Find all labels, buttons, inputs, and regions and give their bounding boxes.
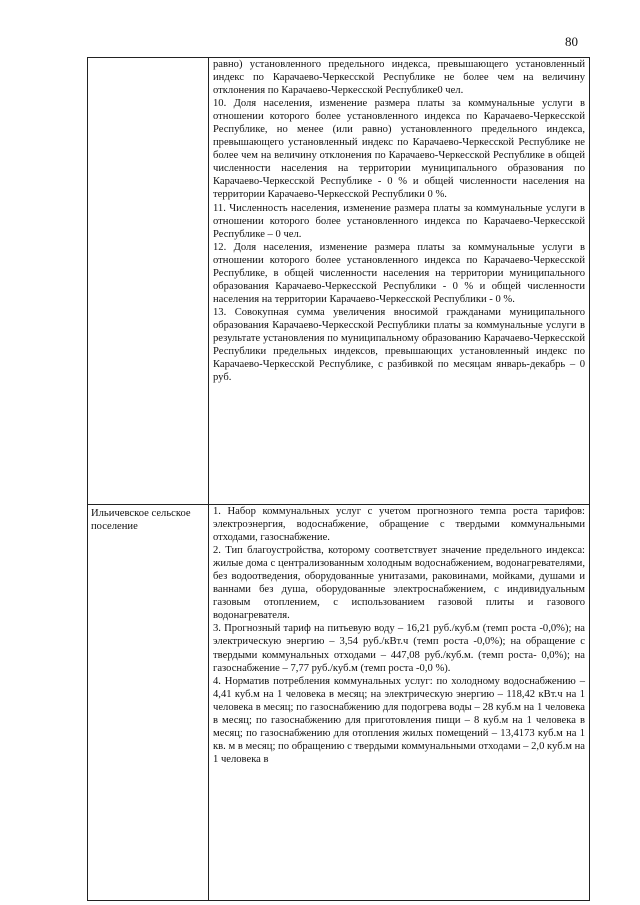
page-number: 80 — [565, 34, 578, 49]
paragraph: 11. Численность населения, изменение размера платы за коммунальные услуги в отношении которого более установленного индекса по Карачаево-Черкесской Республике – 0 чел. — [213, 202, 585, 240]
paragraph: 4. Норматив потребления коммунальных услуг: по холодному водоснабжению – 4,41 куб.м на 1 человека в месяц; на электрическую энергию – 118,42 кВт.ч на 1 человека в месяц; по газоснабжению для подогрева воды – 28 куб.м на 1 человека в месяц; по газоснабжению для приготовления пищи – 8 куб.м на 1 человека в месяц; по газоснабжению для отопления жилых помещений – 13,4173 куб.м на 1 кв. м в месяц; по обращению с твердыми коммунальными отходами – 2,0 куб.м на 1 человека в — [213, 675, 585, 765]
paragraph: равно) установленного предельного индекса, превышающего установленный индекс по Карачаево-Черкесской Республике не более чем на величину отклонения по Карачаево-Черкесской Республике0 чел. — [213, 59, 585, 97]
details-cell — [209, 58, 590, 505]
paragraph: 3. Прогнозный тариф на питьевую воду – 16,21 руб./куб.м (темп роста -0,0%); на электрическую энергию – 3,54 руб./кВт.ч (темп роста -0,0%); на обращение с твердыми коммунальных отходами – 447,08 руб./куб.м. (темп роста- 0,0%); на газоснабжение – 7,77 руб./куб.м (темп роста -0,0 %). — [213, 623, 585, 674]
indices-table — [87, 57, 590, 901]
municipality-cell: Ильичевское сельское поселение — [88, 505, 209, 901]
table-row — [88, 505, 590, 901]
paragraph: 2. Тип благоустройства, которому соответствует значение предельного индекса: жилые дома с централизованным холодным водоснабжением, водонагревателями, без водоотведения, оборудованные унитазами, раковинами, мойками, душами и ваннами без душа, оборудованные электроснабжением, с индивидуальным газовым отоплением, с использованием газовой плиты и газового водонагревателя. — [213, 545, 585, 622]
paragraph: 12. Доля населения, изменение размера платы за коммунальные услуги в отношении которого более установленного индекса по Карачаево-Черкесской Республике, в общей численности населения на территории муниципального образования Карачаево-Черкесской Республики - 0 % и общей численности населения на территории Карачаево-Черкесской Республики - 0 %. — [213, 241, 585, 305]
paragraph: 1. Набор коммунальных услуг с учетом прогнозного темпа роста тарифов: электроэнергия, водоснабжение, обращение с твердыми коммунальными отходами, газоснабжение. — [213, 506, 585, 544]
paragraph: 10. Доля населения, изменение размера платы за коммунальные услуги в отношении которого более установленного индекса по Карачаево-Черкесской Республике, но менее (или равно) установленного предельного индекса, превышающего установленный индекс по Карачаево-Черкесской Республике не более чем на величину отклонения по Карачаево-Черкесской Республике в общей численности населения на территории муниципального образования по Карачаево-Черкесской Республике - 0 % и общей численности населения на территории Карачаево-Черкесской Республики 0 %. — [213, 98, 585, 201]
table-row — [88, 58, 590, 505]
details-cell — [209, 505, 590, 901]
municipality-cell — [88, 58, 209, 505]
paragraph: 13. Совокупная сумма увеличения вносимой гражданами муниципального образования Карачаево-Черкесской Республики платы за коммунальные услуги в результате установления по муниципальному образованию Карачаево-Черкесской Республики предельных индексов, превышающих установленный индекс по Карачаево-Черкесской Республике, с разбивкой по месяцам январь-декабрь – 0 руб. — [213, 306, 585, 384]
